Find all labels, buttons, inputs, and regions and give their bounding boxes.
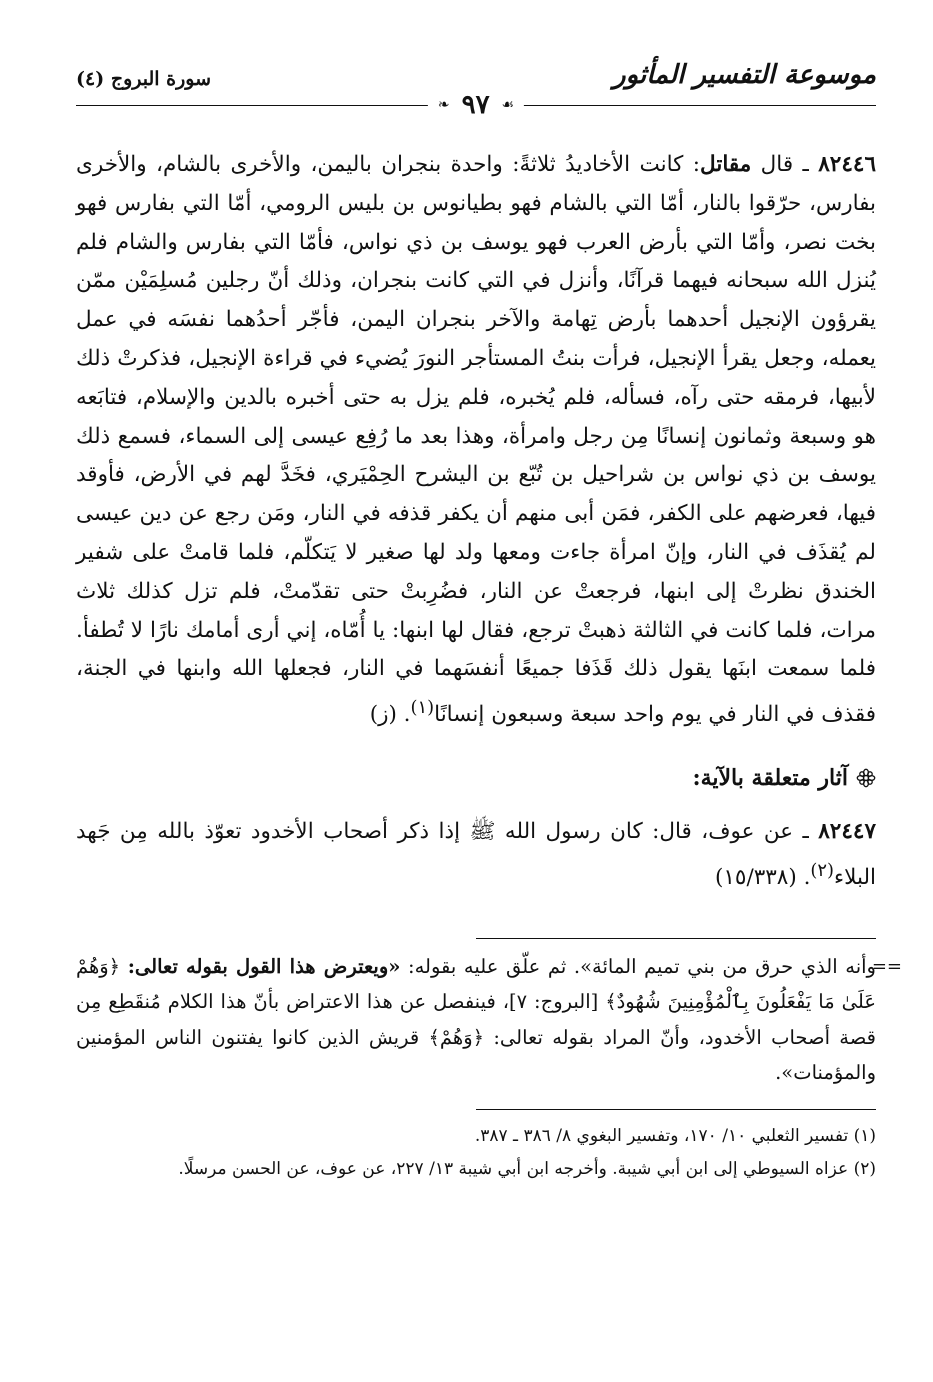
entry-text: : كانت الأخاديدُ ثلاثةً: واحدة بنجران باليمن، والأخرى بالشام، والأخرى بفارس، حرّقوا بالنار، أمّا التي بالشام فهو بطيانوس بن بليس الرومي، أمّا التي بفارس فهو بخت نصر، وأمّا التي بأرض العرب فهو يوسف بن ذي نواس، فأمّا التي بفارس والشام فلم يُنزل الله سبحانه فيهما قرآنًا، وأنزل في التي كانت بنجران، وذلك أنّ رجلين مُسلِمَيْن ممّن يقرؤون الإنجيل أحدهما بأرض تِهامة والآخر بنجران اليمن، فأجّر أحدُهما نفسَه في عمل يعمله، وجعل يقرأ الإنجيل، فرأت بنتُ المستأجر النورَ يُضيء في قراءة الإنجيل، فذكرتْ ذلك لأبيها، فرمقه حتى رآه، فسأله، فلم يُخبره، فلم يزل به حتى أخبره بالدين والإسلام، فتابَعه هو وسبعة وثمانون إنسانًا مِن رجل وامرأة، وهذا بعد ما رُفِع عيسى إلى السماء، فسمع ذلك يوسف بن ذي نواس بن شراحيل بن تُبّع بن اليشرح الحِمْيَري، فخَدَّ لهم في الأرض، فأوقد فيها، فعرضهم على الكفر، فمَن أبى منهم أن يكفر قذفه في النار، ومَن رجع عن دين عيسى لم يُقذَف في النار، وإنّ امرأة جاءت ومعها ولد لها صغير لا يَتكلّم، فلما قامتْ على شفير الخندق نظرتْ إلى ابنها، فرجعتْ عن النار، فضُرِبتْ حتى تقدّمتْ، فلم تزل كذلك ثلاث مرات، فلما كانت في الثالثة ذهبتْ ترجع، فقال لها ابنها: يا أُمّاه، إني أرى أمامك نارًا لا تُطفأ. فلما سمعت ابنَها يقول ذلك قَذَفا جميعًا أنفسَهما في النار، فجعلها الله وابنها في الجنة، فقذف في النار في يوم واحد سبعة وسبعون إنسانًا <box>76 152 876 728</box>
surah-title: سورة البروج (٤) <box>76 68 212 90</box>
entry-number: ٨٢٤٤٧ <box>818 819 876 845</box>
footnotes <box>76 1120 876 1186</box>
entry-source: . (١٥/٣٣٨) <box>714 865 811 891</box>
book-page <box>76 58 902 1358</box>
main-text <box>76 146 876 898</box>
right-ornament-icon: ☙ <box>501 97 515 113</box>
entry-text: ـ عن عوف، قال: كان رسول الله ﷺ إذا ذكر أصحاب الأخدود تعوّذ بالله مِن جَهد البلاء <box>76 819 876 891</box>
footnote-1: (١) تفسير الثعلبي ١٠/ ١٧٠، وتفسير البغوي ٨/ ٣٨٦ ـ ٣٨٧. <box>474 1125 876 1146</box>
entry-lead: ـ قال <box>751 152 819 177</box>
continuation-text-b: ﴿وَهُمْ عَلَىٰ مَا يَفْعَلُونَ بِٱلْمُؤْمِنِينَ شُهُودٌ﴾ [البروج: ٧]، فينفصل عن هذا الاعتراض بأنّ هذا الكلام مُنقَطِع مِن قصة أصحاب الأخدود، وأنّ المراد بقوله تعالى: ﴿وَهُمْ﴾ قريش الذين كانوا يفتنون الناس المؤمنين والمؤمنات». <box>76 954 876 1085</box>
footnote-ref[interactable]: (١) <box>410 697 435 719</box>
entry-82446 <box>76 146 876 735</box>
footnote-ref[interactable]: (٢) <box>810 859 835 881</box>
flower-ornament-icon <box>856 768 876 788</box>
entry-number: ٨٢٤٤٦ <box>818 152 876 177</box>
footnote-continuation <box>76 949 902 1091</box>
narrator-name: مقاتل <box>700 152 752 177</box>
continuation-text-a: وأنه الذي حرق من بني تميم المائة». ثم علّق عليه بقوله: <box>400 954 876 978</box>
section-title <box>76 765 876 791</box>
left-ornament-icon: ❧ <box>437 97 450 113</box>
footnote-divider <box>476 938 876 939</box>
page-header <box>76 58 876 120</box>
page-number-box <box>428 90 524 120</box>
footnote-divider-2 <box>476 1109 876 1110</box>
entry-82447 <box>76 813 876 898</box>
continuation-marker: == <box>871 955 902 977</box>
section-title-text: آثار متعلقة بالآية: <box>692 765 848 792</box>
continuation-text-bold: «ويعترض هذا القول بقوله تعالى: <box>127 954 401 978</box>
footnote-2: (٢) عزاه السيوطي إلى ابن أبي شيبة. وأخرجه ابن أبي شيبة ١٣/ ٢٢٧، عن عوف، عن الحسن مرسلًا. <box>178 1158 876 1179</box>
book-title: موسوعة التفسير المأثور <box>613 60 876 90</box>
page-number: ٩٧ <box>461 90 490 120</box>
entry-source: . (ز) <box>369 702 411 728</box>
